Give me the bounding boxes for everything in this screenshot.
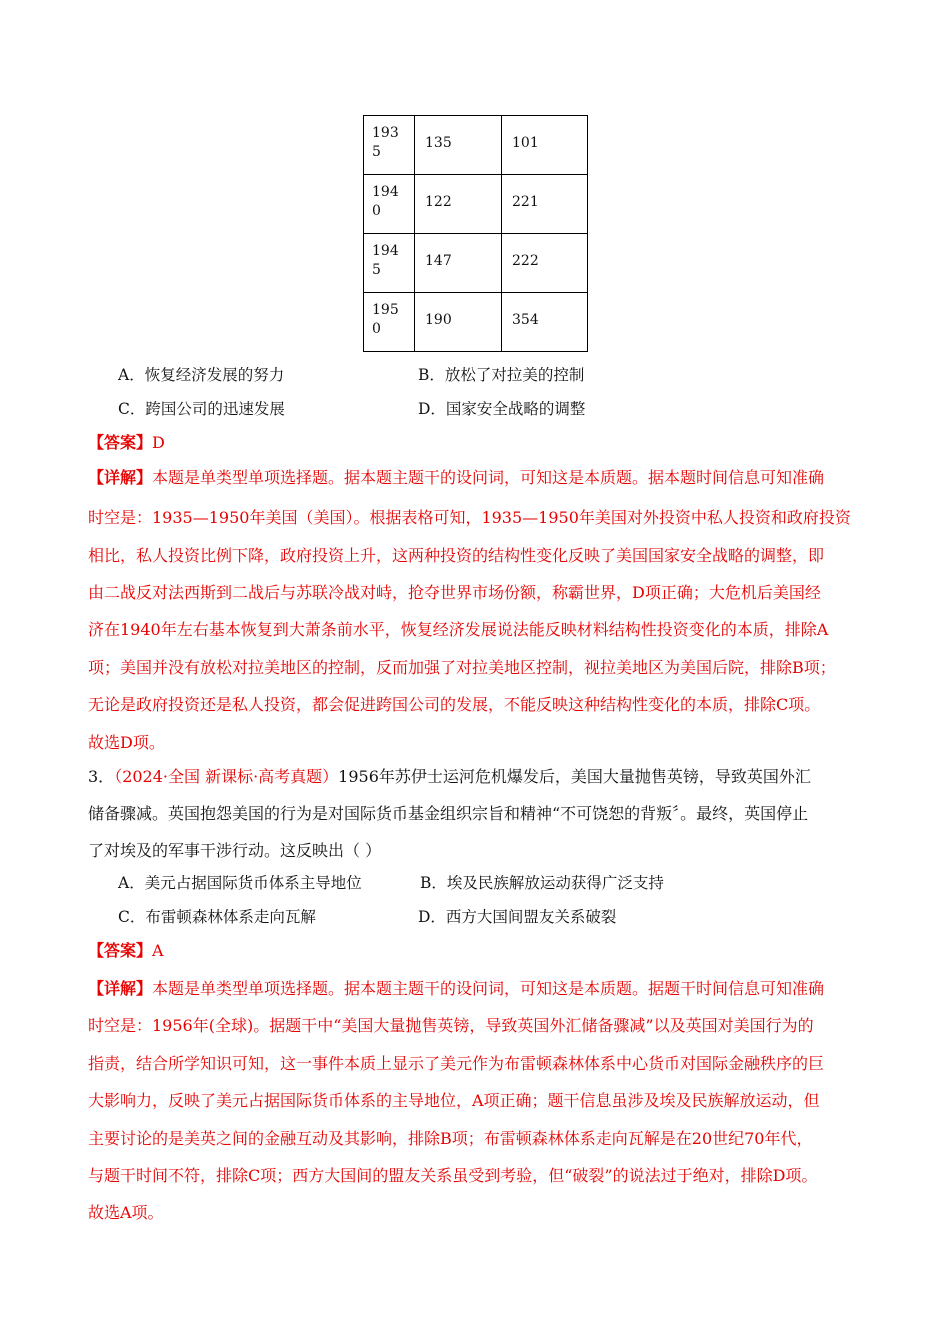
- q2-option-d: D．国家安全战略的调整: [418, 400, 586, 418]
- year-cell: 1940: [364, 175, 415, 234]
- q3-detail-line: 大影响力，反映了美元占据国际货币体系的主导地位，A项正确；题干信息虽涉及埃及民族解放运动，但: [88, 1091, 820, 1110]
- private-investment-cell: 135: [415, 116, 502, 175]
- year-cell: 1945: [364, 234, 415, 293]
- answer-value: A: [152, 941, 164, 960]
- detail-label: 【详解】: [88, 468, 153, 487]
- government-investment-cell: 222: [502, 234, 588, 293]
- q3-option-a: A．美元占据国际货币体系主导地位: [118, 874, 362, 892]
- private-investment-cell: 190: [415, 293, 502, 352]
- q2-detail-line: 项；美国并没有放松对拉美地区的控制，反而加强了对拉美地区控制，视拉美地区为美国后院，排除B项；: [88, 658, 836, 677]
- table-row: [364, 234, 588, 293]
- table-row: [364, 116, 588, 175]
- q3-answer: [88, 941, 164, 961]
- government-investment-cell: 354: [502, 293, 588, 352]
- q3-detail-line: 【详解】本题是单类型单项选择题。据本题主题干的设问词，可知这是本质题。据题干时间信息可知准确: [88, 979, 825, 998]
- q2-detail-line: 济在1940年左右基本恢复到大萧条前水平，恢复经济发展说法能反映材料结构性投资变化的本质，排除A: [88, 620, 829, 639]
- private-investment-cell: 122: [415, 175, 502, 234]
- q2-detail-line: 故选D项。: [88, 733, 165, 752]
- q2-detail-line: 【详解】本题是单类型单项选择题。据本题主题干的设问词，可知这是本质题。据本题时间信息可知准确: [88, 468, 825, 487]
- year-cell: 1935: [364, 116, 415, 175]
- q3-detail-line: 指责，结合所学知识可知，这一事件本质上显示了美元作为布雷顿森林体系中心货币对国际金融秩序的巨: [88, 1054, 825, 1073]
- answer-value: D: [152, 433, 165, 452]
- year-cell: 1950: [364, 293, 415, 352]
- investment-table: [363, 115, 588, 352]
- question-source: （2024·全国 新课标·高考真题）: [114, 767, 339, 786]
- q3-detail-line: 时空是：1956年(全球)。据题干中“美国大量抛售英镑，导致英国外汇储备骤减”以及英国对美国行为的: [88, 1016, 814, 1035]
- private-investment-cell: 147: [415, 234, 502, 293]
- q2-option-b: B．放松了对拉美的控制: [418, 366, 585, 384]
- q2-detail-line: 相比，私人投资比例下降，政府投资上升，这两种投资的结构性变化反映了美国国家安全战略的调整，即: [88, 546, 825, 565]
- answer-label: 【答案】: [88, 941, 153, 960]
- q2-answer: [88, 433, 165, 453]
- government-investment-cell: 221: [502, 175, 588, 234]
- q3-stem-line: 储备骤减。英国抱怨美国的行为是对国际货币基金组织宗旨和精神“不可饶恕的背叛〞。最终，英国停止: [88, 804, 809, 823]
- q3-option-d: D．西方大国间盟友关系破裂: [418, 908, 617, 926]
- q2-detail-line: 由二战反对法西斯到二战后与苏联冷战对峙，抢夺世界市场份额，称霸世界，D项正确；大危机后美国经: [88, 583, 821, 602]
- q2-detail-line: 时空是：1935—1950年美国（美国）。根据表格可知，1935—1950年美国对外投资中私人投资和政府投资: [88, 508, 851, 527]
- q3-stem-line: 了对埃及的军事干涉行动。这反映出（ ）: [88, 841, 382, 860]
- answer-label: 【答案】: [88, 433, 153, 452]
- q3-detail-line: 故选A项。: [88, 1203, 164, 1222]
- q2-option-c: C．跨国公司的迅速发展: [118, 400, 285, 418]
- detail-label: 【详解】: [88, 979, 153, 998]
- q3-option-b: B．埃及民族解放运动获得广泛支持: [420, 874, 664, 892]
- q3-option-c: C．布雷顿森林体系走向瓦解: [118, 908, 316, 926]
- government-investment-cell: 101: [502, 116, 588, 175]
- q3-detail-line: 主要讨论的是美英之间的金融互动及其影响，排除B项；布雷顿森林体系走向瓦解是在20世纪70年代，: [88, 1129, 813, 1148]
- q3-detail-line: 与题干时间不符，排除C项；西方大国间的盟友关系虽受到考验，但“破裂”的说法过于绝对，排除D项。: [88, 1166, 818, 1185]
- q3-stem-line: 3．（2024·全国 新课标·高考真题）1956年苏伊士运河危机爆发后，美国大量抛售英镑，导致英国外汇: [88, 767, 811, 786]
- table-row: [364, 175, 588, 234]
- table-row: [364, 293, 588, 352]
- q2-detail-line: 无论是政府投资还是私人投资，都会促进跨国公司的发展，不能反映这种结构性变化的本质，排除C项。: [88, 695, 821, 714]
- question-number: 3．: [88, 767, 115, 786]
- q2-option-a: A．恢复经济发展的努力: [118, 366, 285, 384]
